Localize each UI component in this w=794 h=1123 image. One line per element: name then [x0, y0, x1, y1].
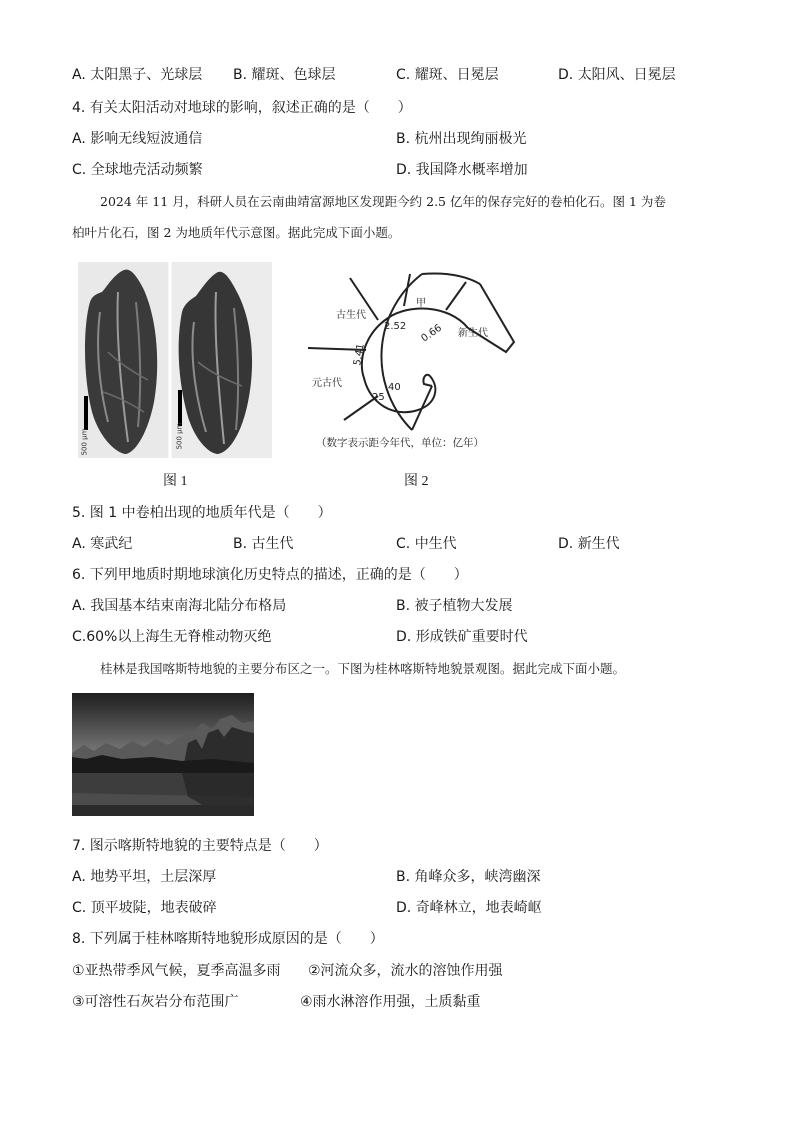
fossil-scale-label-left: 500 μm [80, 428, 89, 456]
q8-item-3: ③可溶性石灰岩分布范围广 [72, 994, 239, 1010]
era-label-proterozoic: 元古代 [312, 378, 342, 389]
q7-option-c: C. 顶平坡陡，地表破碎 [72, 900, 217, 916]
q7-stem: 7. 图示喀斯特地貌的主要特点是（ ） [72, 838, 328, 854]
q4-option-b: B. 杭州出现绚丽极光 [396, 131, 527, 147]
figure-2-geologic-spiral [298, 258, 520, 454]
spiral-outer-right [468, 284, 514, 352]
figure-2-caption: 图 2 [404, 474, 429, 489]
fossil-scale-label-right: 500 μm [175, 422, 184, 450]
number-0-66: 0.66 [419, 322, 444, 345]
number-25: 25 [372, 392, 385, 403]
era-label-cenozoic: 新生代 [458, 328, 488, 339]
q8-item-2: ②河流众多，流水的溶蚀作用强 [308, 963, 503, 979]
q6-option-d: D. 形成铁矿重要时代 [396, 629, 528, 645]
q3-option-a: A. 太阳黑子、光球层 [72, 67, 203, 83]
q7-option-b: B. 角峰众多，峡湾幽深 [396, 869, 541, 885]
q4-option-a: A. 影响无线短波通信 [72, 131, 203, 147]
number-40: 40 [388, 382, 401, 393]
guilin-karst-landscape-image [72, 693, 254, 816]
spiral-outer-top [422, 273, 480, 284]
q5-stem: 5. 图 1 中卷柏出现的地质年代是（ ） [72, 505, 332, 521]
q3-option-b: B. 耀斑、色球层 [233, 67, 336, 83]
q6-option-c: C.60%以上海生无脊椎动物灭绝 [72, 629, 272, 645]
figure-2-note: （数字表示距今年代，单位：亿年） [316, 437, 484, 449]
q4-option-d: D. 我国降水概率增加 [396, 162, 528, 178]
material-2-line-1: 桂林是我国喀斯特地貌的主要分布区之一。下图为桂林喀斯特地貌景观图。据此完成下面小题。 [100, 661, 626, 676]
figure-1-caption: 图 1 [163, 474, 188, 489]
q7-option-d: D. 奇峰林立，地表崎岖 [396, 900, 542, 916]
q5-option-b: B. 古生代 [233, 536, 294, 552]
figure-1-fossil-image [78, 262, 272, 458]
q3-option-c: C. 耀斑、日冕层 [396, 67, 499, 83]
number-5-41: 5.41 [352, 342, 367, 367]
q3-option-d: D. 太阳风、日冕层 [558, 67, 676, 83]
q5-option-a: A. 寒武纪 [72, 536, 133, 552]
q6-option-b: B. 被子植物大发展 [396, 598, 513, 614]
q6-option-a: A. 我国基本结束南海北陆分布格局 [72, 598, 287, 614]
q8-stem: 8. 下列属于桂林喀斯特地貌形成原因的是（ ） [72, 931, 384, 947]
material-1-line-2: 柏叶片化石，图 2 为地质年代示意图。据此完成下面小题。 [72, 225, 401, 240]
q6-stem: 6. 下列甲地质时期地球演化历史特点的描述，正确的是（ ） [72, 567, 468, 583]
q8-item-1: ①亚热带季风气候，夏季高温多雨 [72, 963, 281, 979]
q7-option-a: A. 地势平坦，土层深厚 [72, 869, 217, 885]
era-label-jia: 甲 [416, 298, 426, 309]
material-1-line-1: 2024 年 11 月，科研人员在云南曲靖富源地区发现距今约 2.5 亿年的保存完好的卷柏化石。图 1 为卷 [100, 194, 666, 209]
q4-option-c: C. 全球地壳活动频繁 [72, 162, 203, 178]
q5-option-d: D. 新生代 [558, 536, 620, 552]
q4-stem: 4. 有关太阳活动对地球的影响，叙述正确的是（ ） [72, 100, 412, 116]
era-label-paleozoic: 古生代 [336, 310, 366, 321]
q5-option-c: C. 中生代 [396, 536, 457, 552]
q8-item-4: ④雨水淋溶作用强，土质黏重 [300, 994, 481, 1010]
number-2-52: 2.52 [384, 321, 407, 332]
